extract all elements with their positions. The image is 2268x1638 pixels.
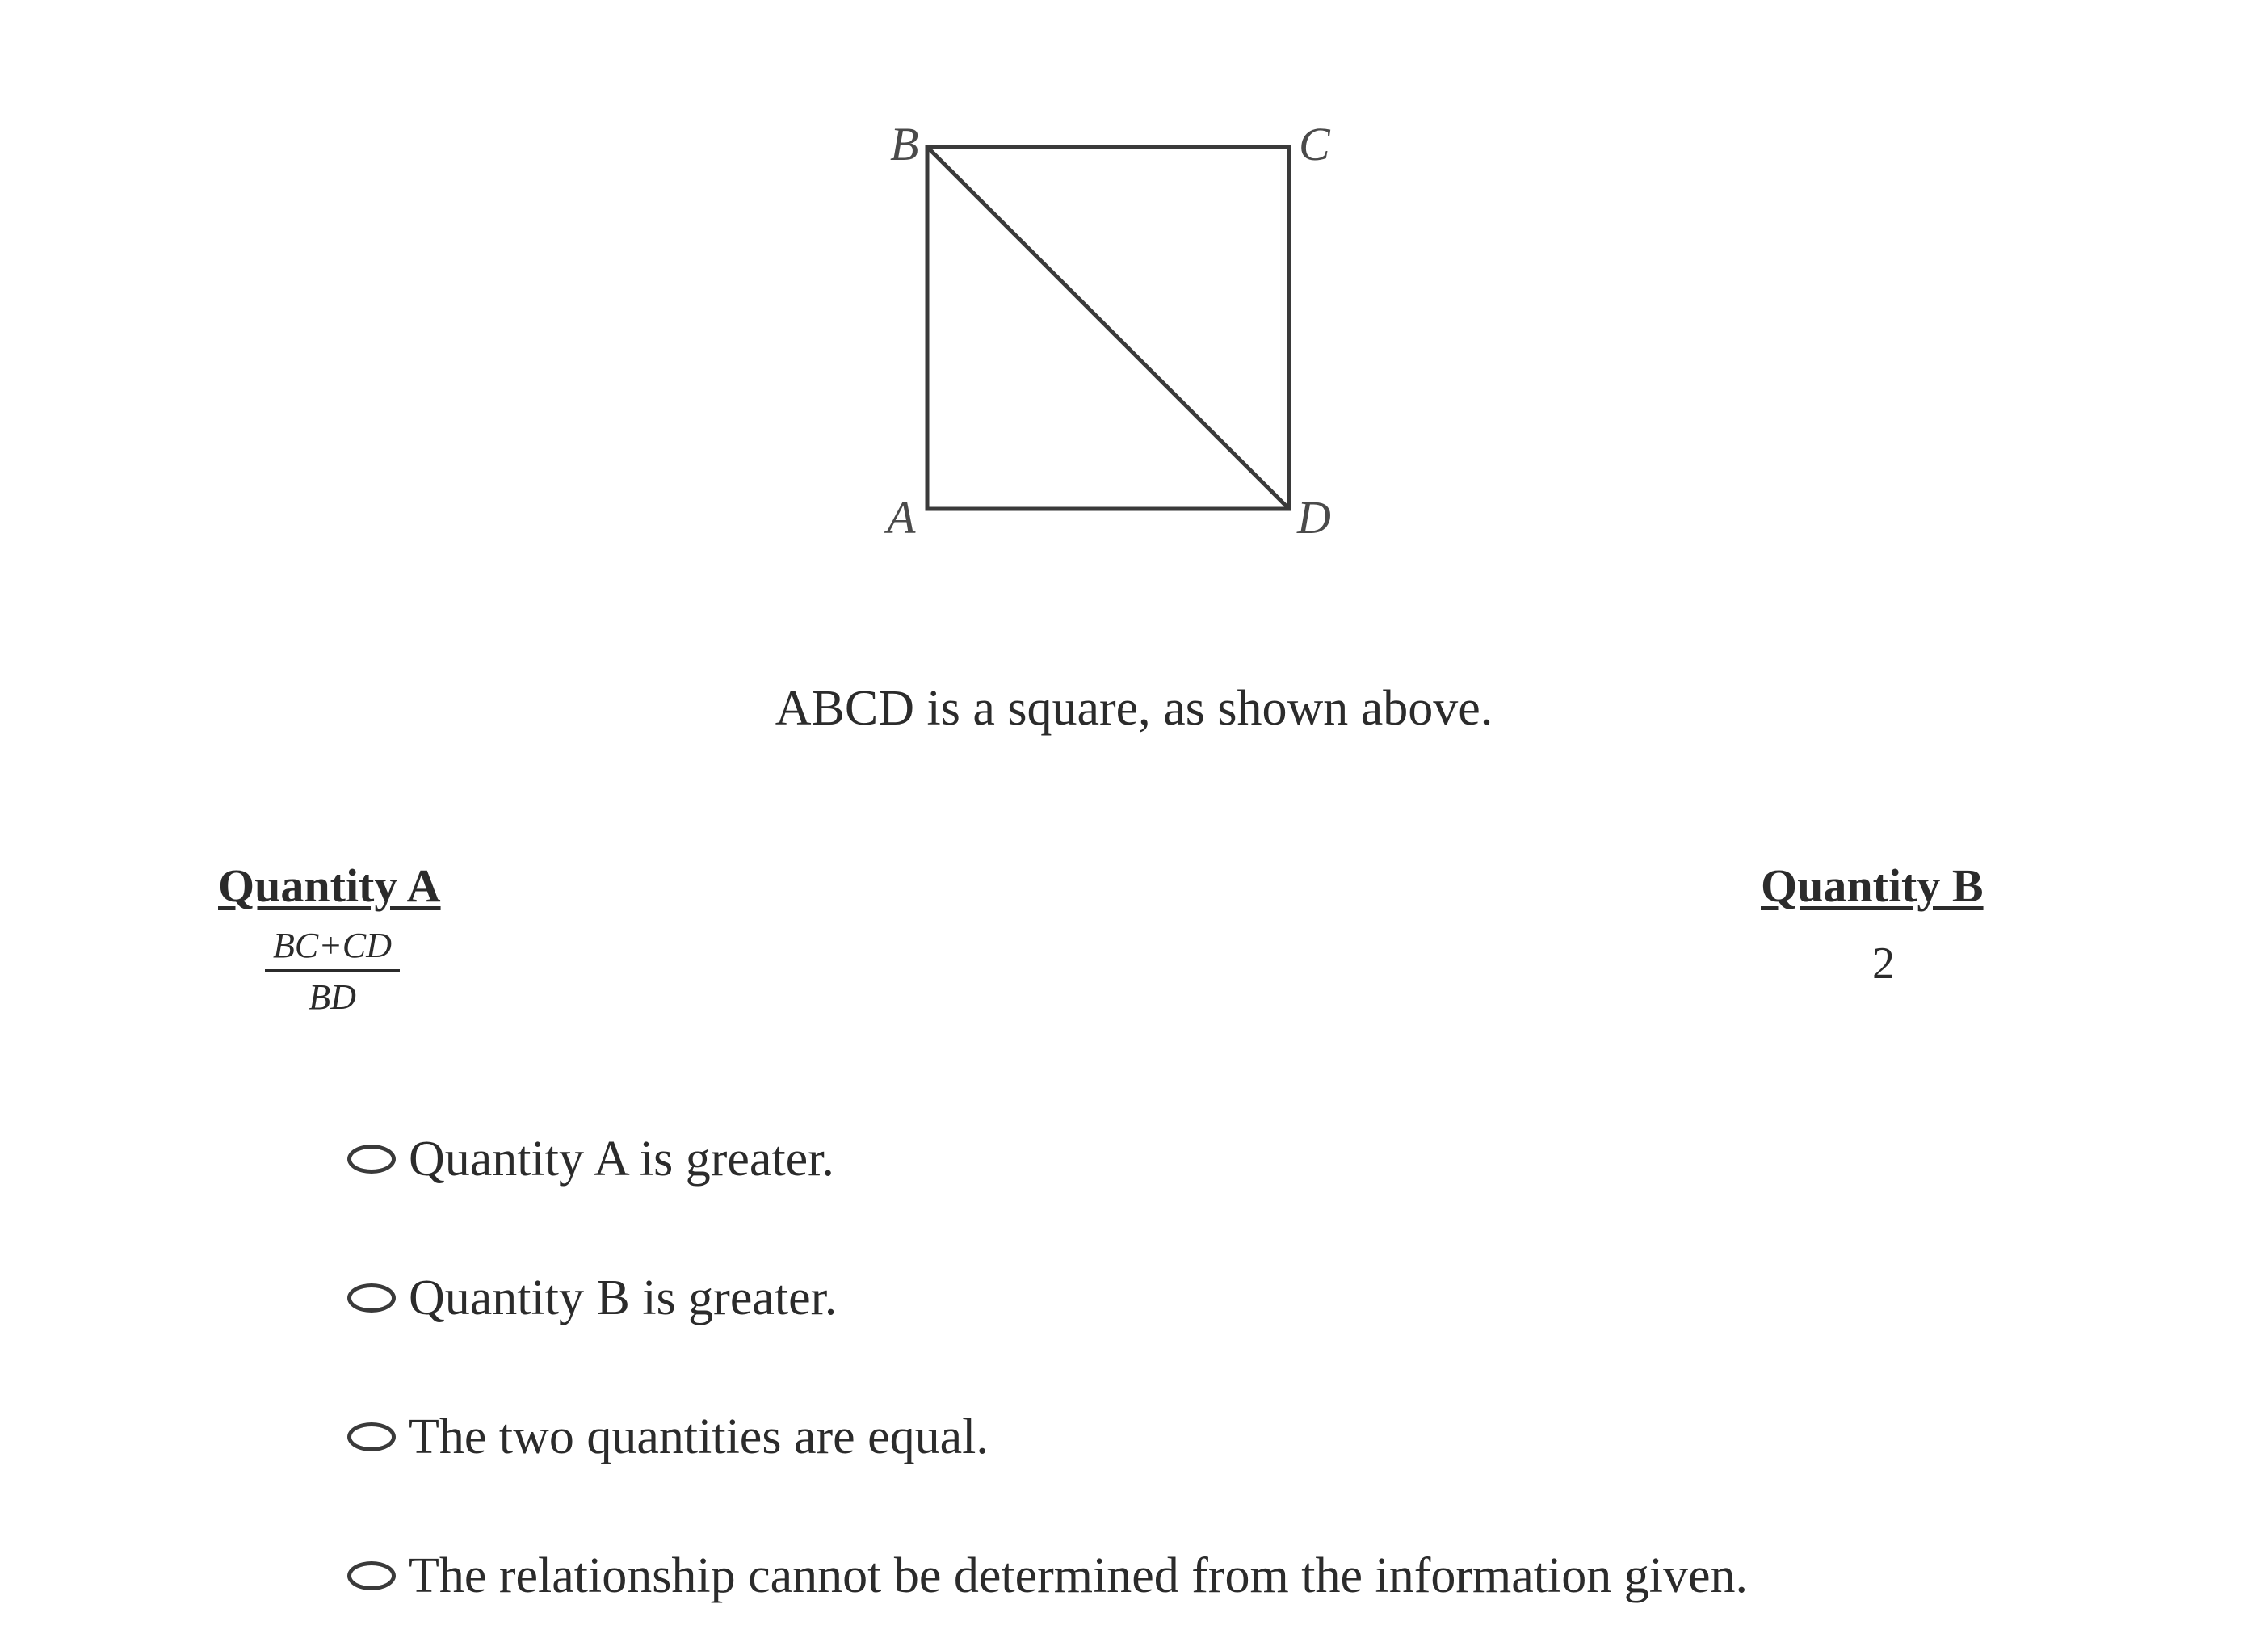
option-label: The two quantities are equal. [409, 1409, 989, 1464]
quantity-a-fraction [265, 925, 400, 1018]
radio-button[interactable] [347, 1144, 396, 1174]
option-quantity-a-greater[interactable] [347, 1123, 834, 1195]
quantity-b-heading: Quantity B [1761, 859, 1984, 912]
vertex-label-b: B [890, 118, 919, 170]
option-label: Quantity B is greater. [409, 1270, 838, 1325]
quantity-a-column [218, 859, 477, 1017]
quantity-b-column [1761, 859, 2019, 989]
radio-button[interactable] [347, 1283, 396, 1312]
option-cannot-be-determined[interactable] [347, 1539, 1748, 1612]
vertex-label-d: D [1297, 491, 1331, 544]
quantity-a-heading: Quantity A [218, 859, 441, 912]
radio-button[interactable] [347, 1422, 396, 1451]
quantity-a-numerator: BC+CD [273, 926, 393, 965]
figure-caption: ABCD is a square, as shown above. [775, 681, 1493, 736]
square-diagram [856, 105, 1373, 590]
vertex-label-c: C [1299, 118, 1330, 170]
option-quantity-b-greater[interactable] [347, 1262, 837, 1334]
option-quantities-equal[interactable] [347, 1401, 989, 1473]
option-label: The relationship cannot be determined from the information given. [409, 1548, 1748, 1603]
option-label: Quantity A is greater. [409, 1131, 834, 1186]
square-abcd-figure [856, 105, 1373, 590]
diagonal-bd [927, 147, 1289, 509]
quantity-b-value: 2 [1872, 939, 1895, 989]
vertex-label-a: A [887, 491, 916, 544]
radio-button[interactable] [347, 1561, 396, 1590]
quantity-a-denominator: BD [309, 977, 356, 1017]
